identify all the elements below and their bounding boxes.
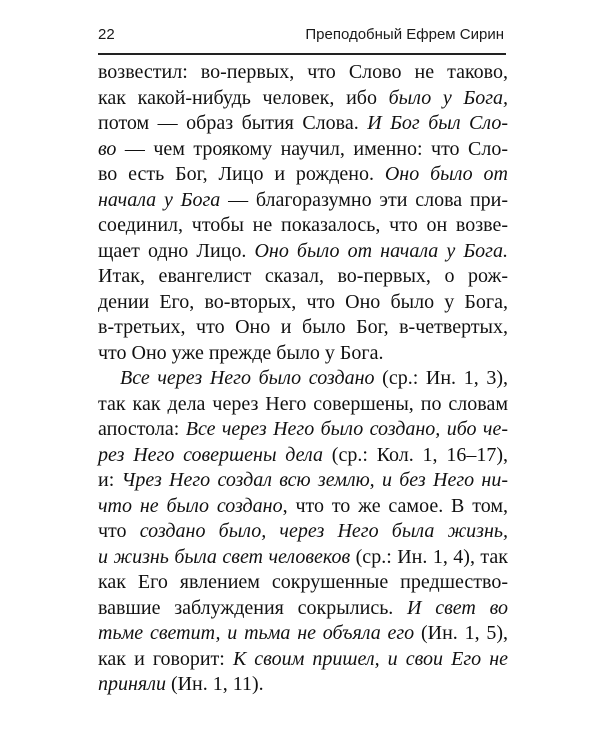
text-run: как Его явлением сокрушенные предшество- — [98, 571, 508, 593]
text-run: , что то же самое. В том, — [282, 494, 508, 517]
page-header — [98, 26, 504, 50]
text-run: как и говорит: — [98, 647, 233, 670]
italic-quote: и жизнь была свет человеков — [98, 545, 351, 568]
text-run: (ср.: Кол. 1, 16–17), — [323, 443, 508, 466]
text-run: апостола: — [98, 418, 186, 440]
text-run: как какой-нибудь человек, ибо — [98, 86, 389, 109]
text-run: (Ин. 1, 5), — [414, 622, 509, 644]
running-title: Преподобный Ефрем Сирин — [305, 26, 504, 43]
text-line — [98, 239, 508, 265]
italic-quote: создано было, через Него была жизнь, — [139, 520, 508, 542]
text-line — [98, 264, 508, 290]
italic-quote: начала у Бога — [98, 188, 221, 211]
text-line — [98, 392, 508, 418]
text-line — [98, 545, 508, 571]
text-line — [98, 647, 508, 673]
text-line — [98, 468, 508, 494]
text-run: (ср.: Ин. 1, 4), так — [350, 545, 508, 568]
text-line — [98, 596, 508, 622]
text-line — [98, 672, 508, 698]
text-line — [98, 519, 508, 545]
italic-quote: И свет во — [407, 596, 508, 619]
italic-quote: Оно было от начала у Бога. — [254, 239, 508, 262]
page-number: 22 — [98, 26, 115, 43]
italic-quote: приняли — [98, 673, 166, 695]
text-run: (ср.: Ин. 1, 3), — [374, 367, 508, 389]
italic-quote: рез Него совершены дела — [98, 443, 324, 466]
text-line — [98, 570, 508, 596]
text-run: соединил, чтобы не показалось, что он возве- — [98, 214, 508, 236]
text-run: что — [98, 520, 140, 542]
text-line — [98, 290, 508, 316]
text-run: дении Его, во-вторых, что Оно было у Бога, — [98, 290, 508, 313]
italic-quote: Все через Него было создано, ибо че- — [185, 418, 508, 440]
text-line — [98, 621, 508, 647]
text-run: (Ин. 1, 11). — [165, 673, 264, 695]
text-run: щает одно Лицо. — [98, 239, 255, 262]
italic-quote: что не было создано — [98, 494, 283, 517]
italic-quote: тьме светит, и тьма не объяла его — [98, 622, 415, 644]
text-run: — благоразумно эти слова при- — [220, 188, 509, 211]
text-run: возвестил: во-первых, что Слово не таково, — [98, 61, 508, 83]
text-run: потом — образ бытия Слова. — [98, 112, 368, 134]
text-line — [98, 443, 508, 469]
italic-quote: было у Бога, — [388, 86, 509, 109]
text-line — [98, 111, 508, 137]
text-run: — чем троякому научил, именно: что Сло- — [116, 137, 508, 160]
header-rule — [98, 53, 506, 55]
text-line — [98, 137, 508, 163]
text-line — [98, 366, 508, 392]
text-run: что Оно уже прежде было у Бога. — [98, 341, 384, 364]
italic-quote: И Бог был Сло- — [367, 112, 508, 134]
text-run: и: — [98, 469, 122, 491]
text-run: в-третьих, что Оно и было Бог, в-четвертых, — [98, 316, 508, 338]
body-text — [98, 60, 508, 698]
text-line — [98, 86, 508, 112]
italic-quote: Оно было от — [384, 163, 508, 185]
italic-quote: во — [98, 137, 117, 160]
text-line — [98, 315, 508, 341]
text-run: во есть Бог, Лицо и рождено. — [98, 163, 385, 185]
text-run: так как дела через Него совершены, по словам — [98, 392, 508, 415]
text-run: вавшие заблуждения сокрылись. — [98, 596, 408, 619]
text-line — [98, 162, 508, 188]
text-line — [98, 341, 508, 367]
italic-quote: Все через Него было создано — [120, 367, 375, 389]
text-line — [98, 60, 508, 86]
italic-quote: К своим пришел, и свои Его не — [232, 647, 508, 670]
text-run: Итак, евангелист сказал, во-первых, о рож- — [98, 265, 508, 287]
text-line — [98, 494, 508, 520]
text-line — [98, 188, 508, 214]
text-line — [98, 417, 508, 443]
italic-quote: Чрез Него создал всю землю, и без Него ни- — [121, 469, 508, 491]
text-line — [98, 213, 508, 239]
